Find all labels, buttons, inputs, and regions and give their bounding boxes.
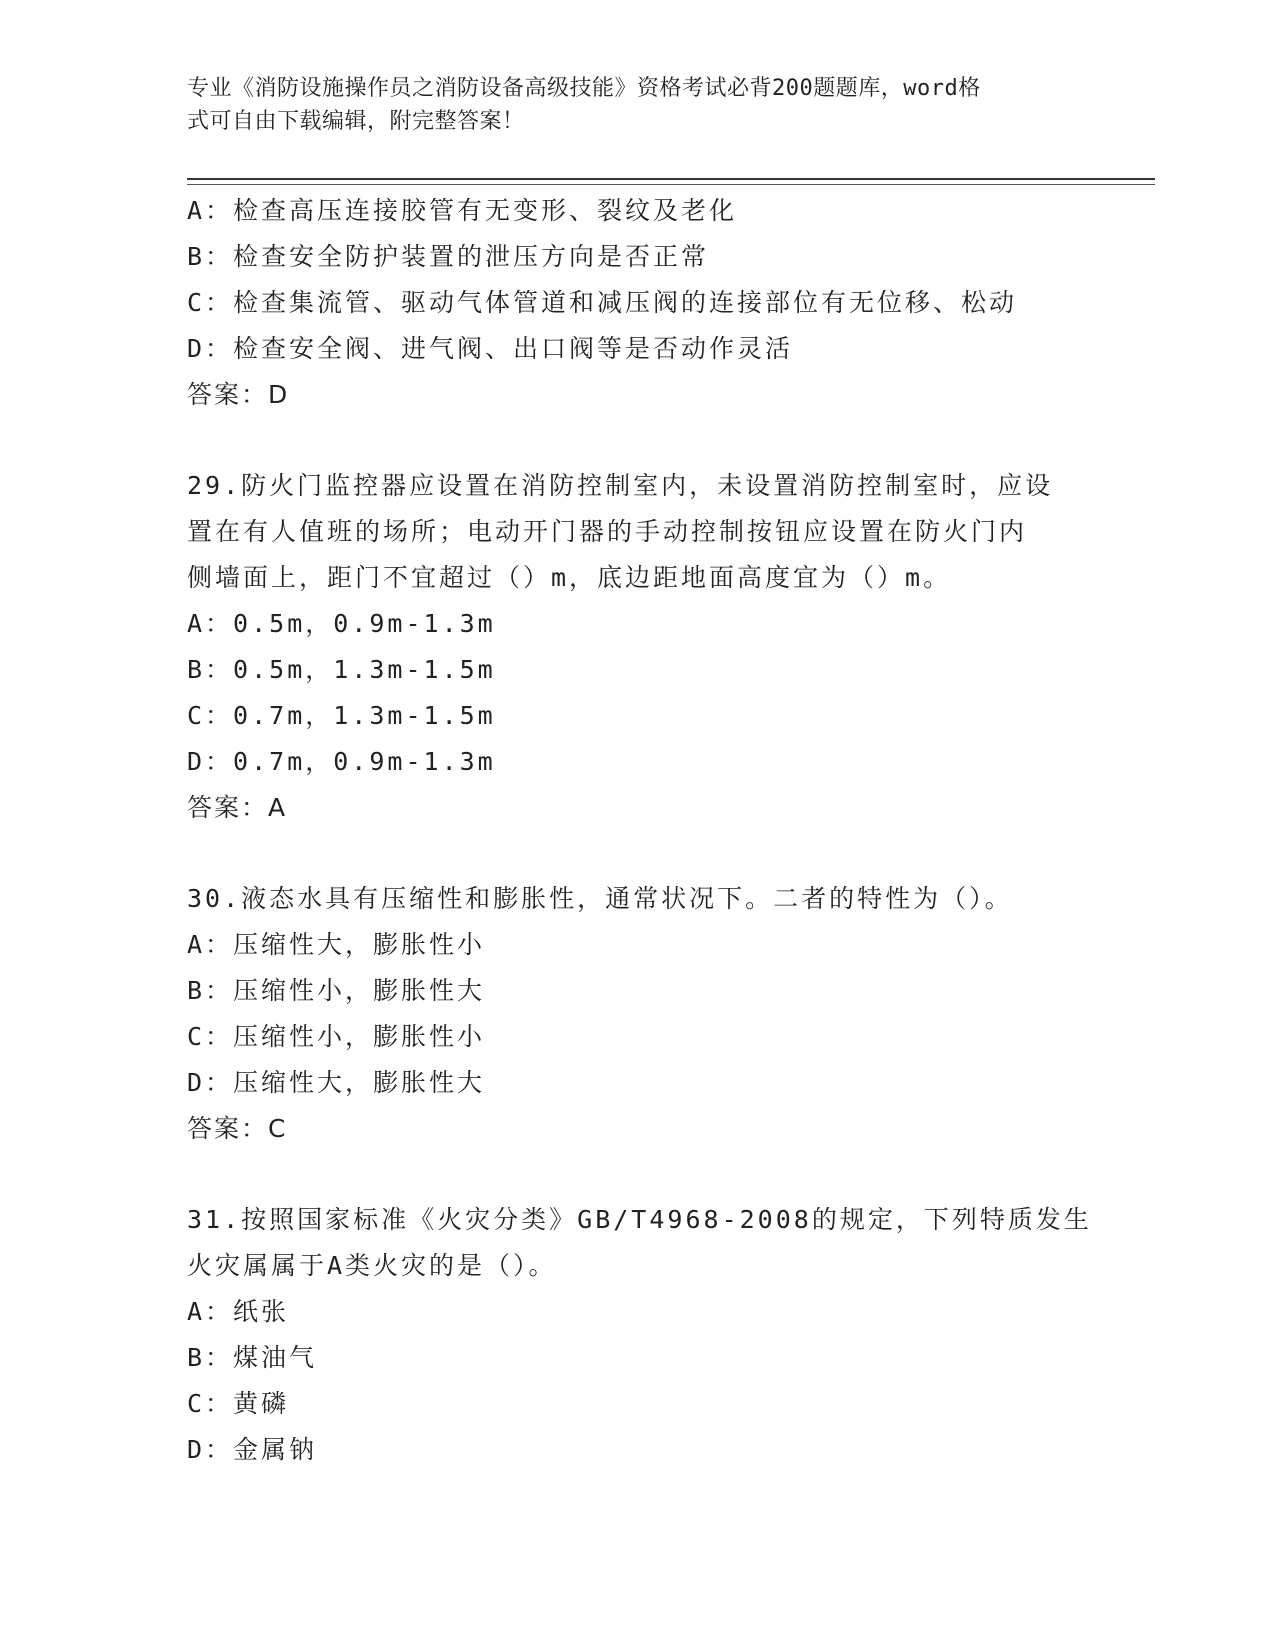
option-c: C：检查集流管、驱动气体管道和减压阀的连接部位有无位移、松动 xyxy=(187,288,1018,317)
option-a: A：压缩性大，膨胀性小 xyxy=(187,930,486,959)
question-stem-line: 31.按照国家标准《火灾分类》GB/T4968-2008的规定，下列特质发生 xyxy=(187,1205,1092,1234)
question-31 xyxy=(187,1197,1092,1473)
answer: 答案：D xyxy=(187,380,290,409)
option-a: A：纸张 xyxy=(187,1297,290,1326)
option-b: B：检查安全防护装置的泄压方向是否正常 xyxy=(187,242,710,271)
option-b: B：压缩性小，膨胀性大 xyxy=(187,976,486,1005)
option-d: D：压缩性大，膨胀性大 xyxy=(187,1068,486,1097)
question-28 xyxy=(187,188,1087,418)
spacer xyxy=(187,831,1087,876)
option-c: C：0.7m，1.3m-1.5m xyxy=(187,701,496,730)
question-stem-line: 侧墙面上，距门不宜超过（）m，底边距地面高度宜为（）m。 xyxy=(187,563,952,592)
option-a: A：0.5m，0.9m-1.3m xyxy=(187,609,496,638)
header-divider-thick xyxy=(187,178,1155,180)
answer: 答案：A xyxy=(187,793,288,822)
document-header xyxy=(187,72,1067,138)
question-stem-line: 29.防火门监控器应设置在消防控制室内，未设置消防控制室时，应设 xyxy=(187,471,1054,500)
question-stem-line: 火灾属属于A类火灾的是（）。 xyxy=(187,1251,557,1280)
question-29 xyxy=(187,463,1087,831)
header-line-1: 专业《消防设施操作员之消防设备高级技能》资格考试必背200题题库，word格 xyxy=(187,76,981,101)
spacer xyxy=(187,1152,1087,1197)
question-list xyxy=(187,188,1092,1473)
option-b: B：0.5m，1.3m-1.5m xyxy=(187,655,496,684)
question-30 xyxy=(187,876,1087,1152)
header-line-2: 式可自由下载编辑，附完整答案！ xyxy=(187,109,525,134)
spacer xyxy=(187,418,1087,463)
option-b: B：煤油气 xyxy=(187,1343,318,1372)
option-d: D：检查安全阀、进气阀、出口阀等是否动作灵活 xyxy=(187,334,794,363)
question-stem-line: 置在有人值班的场所；电动开门器的手动控制按钮应设置在防火门内 xyxy=(187,517,1028,546)
option-c: C：黄磷 xyxy=(187,1389,290,1418)
question-stem-line: 30.液态水具有压缩性和膨胀性，通常状况下。二者的特性为（）。 xyxy=(187,884,1013,913)
header-divider-thin xyxy=(187,184,1155,185)
option-d: D：金属钠 xyxy=(187,1435,318,1464)
option-a: A：检查高压连接胶管有无变形、裂纹及老化 xyxy=(187,196,738,225)
option-d: D：0.7m，0.9m-1.3m xyxy=(187,747,496,776)
answer: 答案：C xyxy=(187,1114,288,1143)
option-c: C：压缩性小，膨胀性小 xyxy=(187,1022,486,1051)
